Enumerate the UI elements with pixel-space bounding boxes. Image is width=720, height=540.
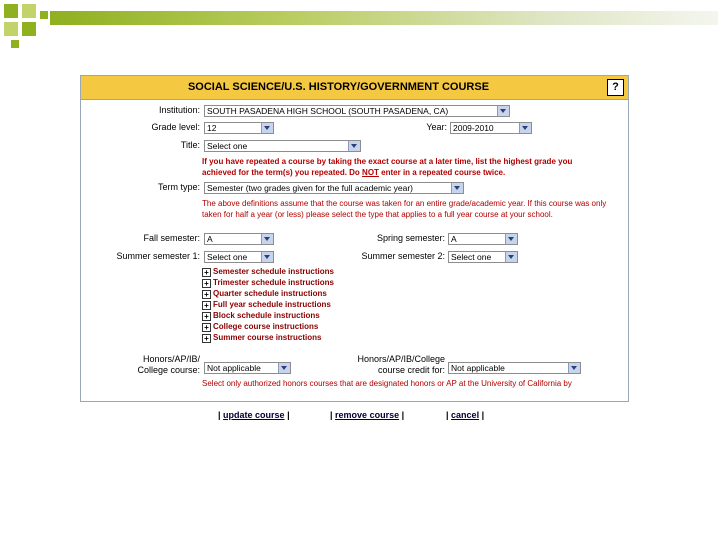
chevron-down-icon [505,252,517,262]
instructions-trimester[interactable] [202,278,334,288]
grade-level-value: 12 [207,123,217,133]
instructions-semester[interactable] [202,267,334,277]
spring-semester-value: A [451,234,457,244]
year-label: Year: [426,122,447,132]
update-course-link[interactable]: update course [223,410,285,420]
chevron-down-icon [505,234,517,244]
spring-semester-label: Spring semester: [376,233,445,243]
summer-semester-1-select[interactable] [204,251,274,263]
year-value: 2009-2010 [453,123,494,133]
decor-square [4,22,18,36]
honors-credit-select[interactable] [448,362,581,374]
grade-level-label: Grade level: [151,122,200,132]
plus-icon: + [202,290,211,299]
title-label: Title: [180,140,200,150]
honors-select[interactable] [204,362,291,374]
action-cancel [446,410,484,420]
honors-value: Not applicable [207,363,261,373]
instructions-quarter[interactable] [202,289,327,299]
honors-note: Select only authorized honors courses that are designated honors or AP at the University of California by [202,379,572,388]
separator: | [218,410,221,420]
fall-semester-value: A [207,234,213,244]
spring-semester-select[interactable] [448,233,518,245]
term-note-line2: taken for half a year (or less) please select the type that applies to a full year course at your school. [202,210,553,219]
title-select[interactable] [204,140,361,152]
year-select[interactable] [450,122,532,134]
chevron-down-icon [519,123,531,133]
instructions-label: Quarter schedule instructions [213,289,327,298]
chevron-down-icon [278,363,290,373]
summer-semester-2-label: Summer semester 2: [361,251,445,261]
chevron-down-icon [451,183,463,193]
separator: | [330,410,333,420]
term-note-line1: The above definitions assume that the course was taken for an entire grade/academic year. If this course was only [202,199,607,208]
decor-square [22,4,36,18]
institution-value: SOUTH PASADENA HIGH SCHOOL (SOUTH PASADENA, CA) [207,106,449,116]
course-form-panel [80,75,629,402]
separator: | [446,410,449,420]
summer-semester-2-value: Select one [451,252,492,262]
instructions-block[interactable] [202,311,320,321]
instructions-label: Summer course instructions [213,333,322,342]
grade-level-select[interactable] [204,122,274,134]
action-remove [330,410,404,420]
repeat-note-not: NOT [362,168,379,177]
decor-square [11,40,19,48]
honors-label-line1: Honors/AP/IB/ [142,354,200,364]
instructions-label: Full year schedule instructions [213,300,331,309]
instructions-summer[interactable] [202,333,321,343]
panel-title: SOCIAL SCIENCE/U.S. HISTORY/GOVERNMENT COURSE [187,81,490,93]
instructions-label: College course instructions [213,322,319,331]
honors-credit-label-line2: course credit for: [377,365,445,375]
plus-icon: + [202,301,211,310]
decor-square [4,4,18,18]
honors-credit-label-line1: Honors/AP/IB/College [357,354,445,364]
chevron-down-icon [261,234,273,244]
instructions-full-year[interactable] [202,300,331,310]
plus-icon: + [202,268,211,277]
chevron-down-icon [497,106,509,116]
honors-label [137,354,200,376]
plus-icon: + [202,312,211,321]
repeat-note-line1: If you have repeated a course by taking the exact course at a later time, list the highest grade you [202,157,573,166]
chevron-down-icon [261,123,273,133]
help-button[interactable]: ? [607,79,624,96]
term-type-value: Semester (two grades given for the full academic year) [207,183,413,193]
honors-credit-value: Not applicable [451,363,505,373]
institution-label: Institution: [158,105,200,115]
instructions-college[interactable] [202,322,318,332]
chevron-down-icon [261,252,273,262]
term-type-select[interactable] [204,182,464,194]
term-note [202,198,627,220]
action-update [218,410,290,420]
instructions-label: Block schedule instructions [213,311,320,320]
decor-square [40,11,48,19]
plus-icon: + [202,323,211,332]
decor-square [22,22,36,36]
plus-icon: + [202,334,211,343]
summer-semester-1-value: Select one [207,252,248,262]
instructions-label: Trimester schedule instructions [213,278,334,287]
title-value: Select one [207,141,248,151]
summer-semester-1-label: Summer semester 1: [116,251,200,261]
chevron-down-icon [568,363,580,373]
separator: | [401,410,405,420]
separator: | [287,410,290,420]
decor-bar [50,11,718,25]
institution-select[interactable] [204,105,510,117]
fall-semester-select[interactable] [204,233,274,245]
chevron-down-icon [348,141,360,151]
fall-semester-label: Fall semester: [143,233,200,243]
term-type-label: Term type: [157,182,200,192]
cancel-link[interactable]: cancel [451,410,480,420]
repeat-note [202,156,622,178]
separator: | [481,410,485,420]
plus-icon: + [202,279,211,288]
instructions-label: Semester schedule instructions [213,267,334,276]
honors-credit-label [357,354,445,376]
remove-course-link[interactable]: remove course [335,410,400,420]
repeat-note-line2b: enter in a repeated course twice. [378,168,506,177]
summer-semester-2-select[interactable] [448,251,518,263]
honors-label-line2: College course: [137,365,200,375]
repeat-note-line2a: achieved for the term(s) you repeated. Do [202,168,363,177]
panel-header [81,76,628,100]
